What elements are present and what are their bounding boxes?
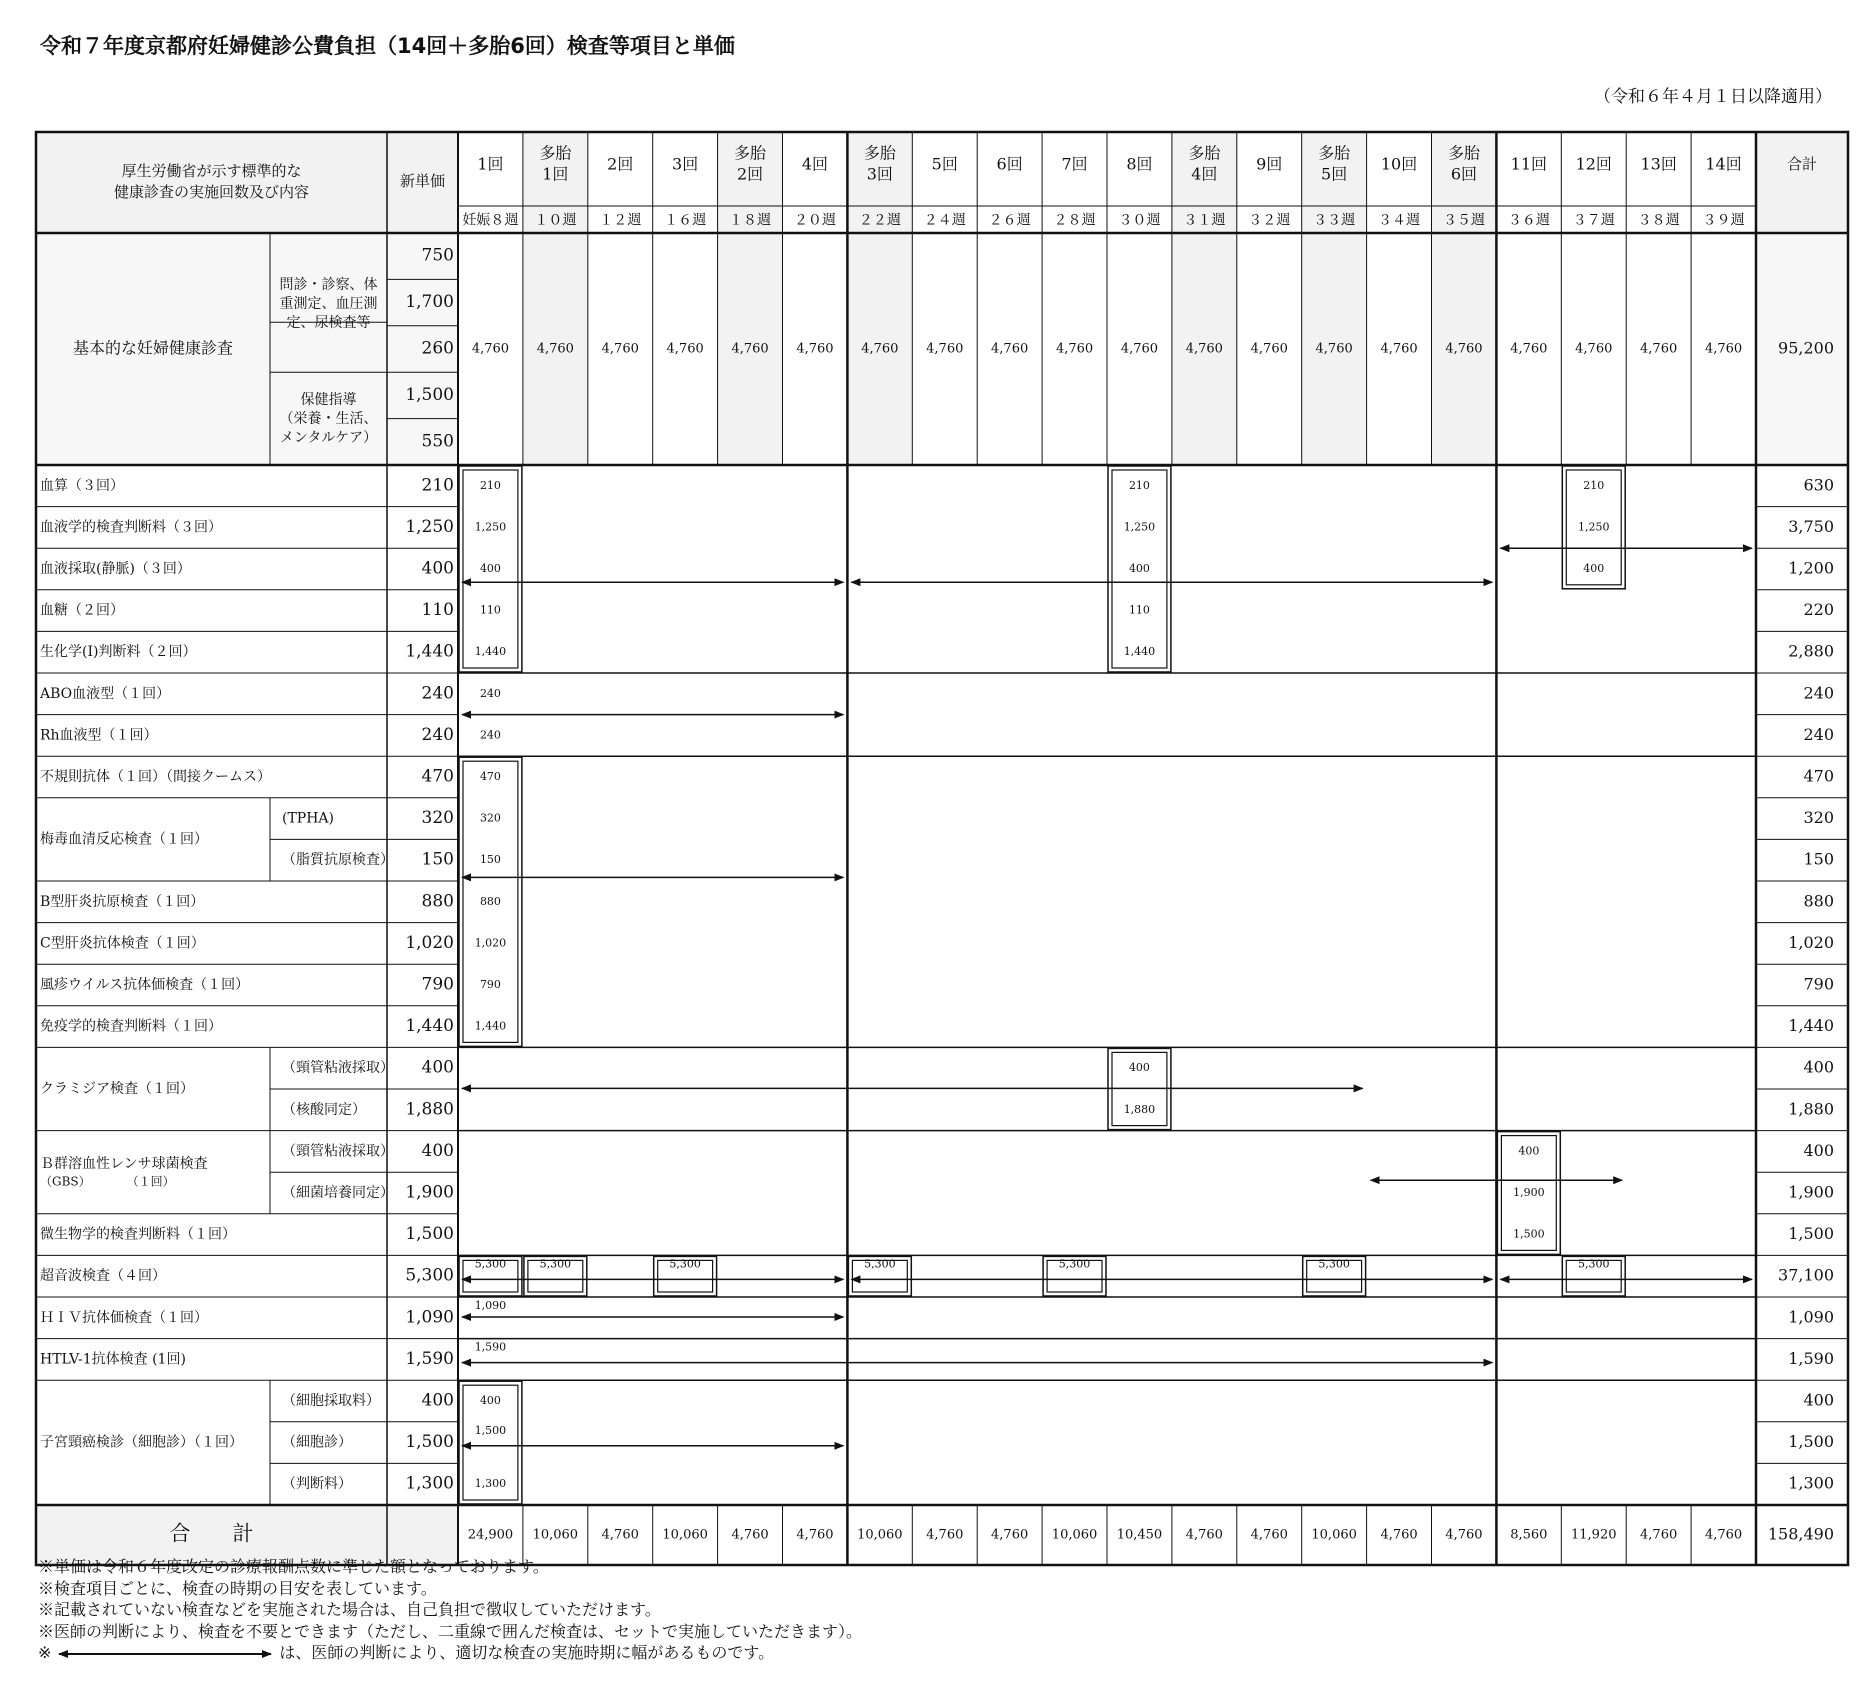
week-label: ３９週: [1702, 212, 1745, 229]
week-label: ３１週: [1183, 212, 1226, 229]
cell-value: 5,300: [1058, 1257, 1091, 1271]
visit-label: 14回: [1705, 154, 1742, 174]
cell-value: 400: [1128, 1061, 1150, 1075]
group-name: （GBS） （１回）: [40, 1174, 175, 1189]
week-label: １０週: [534, 212, 577, 229]
visit-label: 10回: [1380, 154, 1418, 174]
header-desc-line: 健康診査の実施回数及び内容: [113, 183, 310, 201]
exam-total: 1,590: [1788, 1348, 1834, 1368]
cell-value: 1,900: [1513, 1186, 1545, 1199]
week-label: ３８週: [1637, 212, 1680, 229]
exam-total: 400: [1803, 1057, 1834, 1077]
exam-price: 1,900: [405, 1182, 454, 1203]
exam-price: 240: [421, 683, 454, 704]
exam-sub-name: （細胞診）: [282, 1434, 352, 1451]
exam-price: 470: [421, 766, 454, 787]
header-shade: [1756, 132, 1848, 233]
week-label: ２８週: [1053, 212, 1096, 229]
basic-visit-value: 4,760: [1445, 341, 1483, 357]
exam-total: 400: [1803, 1390, 1834, 1410]
basic-visit-value: 4,760: [536, 341, 574, 357]
basic-visit-value: 4,760: [926, 341, 964, 357]
exam-name: 超音波検査（４回）: [40, 1268, 166, 1285]
exam-total: 880: [1803, 891, 1834, 911]
exam-price: 400: [421, 1390, 454, 1411]
basic-price: 260: [421, 338, 454, 359]
visit-label: 7回: [1061, 154, 1088, 174]
cell-value: 1,250: [1578, 520, 1610, 534]
basic-visit-value: 4,760: [1250, 341, 1288, 357]
visit-label: 5回: [931, 154, 958, 174]
visit-total: 4,760: [1185, 1527, 1223, 1543]
cell-value: 5,300: [1578, 1257, 1610, 1271]
group-name: 梅毒血清反応検査（１回）: [40, 831, 208, 848]
cell-value: 320: [479, 811, 501, 825]
cell-value: 110: [1128, 603, 1150, 617]
exam-total: 240: [1803, 683, 1834, 703]
week-label: １２週: [599, 212, 642, 229]
exam-total: 790: [1803, 974, 1834, 994]
visit-label: 5回: [1321, 164, 1348, 184]
visit-total: 4,760: [1380, 1527, 1418, 1543]
cell-value: 1,590: [474, 1340, 507, 1354]
header-total: 合計: [1786, 155, 1818, 173]
exam-total: 3,750: [1788, 516, 1834, 536]
basic-visit-value: 4,760: [1640, 341, 1678, 357]
week-label: ３７週: [1572, 212, 1615, 229]
basic-visit-value: 4,760: [731, 341, 769, 357]
legend-prefix: ※: [38, 1643, 52, 1662]
basic-price: 750: [421, 245, 454, 266]
basic-total: 95,200: [1778, 338, 1834, 358]
visit-label: 13回: [1640, 154, 1677, 174]
basic-name: 基本的な妊婦健康診査: [72, 338, 234, 358]
group-name: クラミジア検査（１回）: [40, 1081, 194, 1097]
cell-value: 470: [479, 770, 501, 783]
exam-name: Rh血液型（１回）: [40, 727, 158, 744]
double-arrow-icon: [55, 1647, 275, 1661]
exam-sub-name: （頸管粘液採取）: [282, 1060, 394, 1077]
exam-total: 1,440: [1788, 1016, 1834, 1036]
visit-label: 2回: [607, 154, 634, 174]
visit-label: 6回: [1450, 164, 1478, 184]
visit-label: 4回: [801, 154, 829, 174]
basic-visit-value: 4,760: [1380, 341, 1418, 357]
cell-value: 110: [479, 603, 501, 617]
basic-visit-value: 4,760: [471, 341, 510, 357]
basic-price: 1,500: [405, 384, 454, 405]
footnote: ※単価は令和６年度改定の診療報酬点数に準じた額となっております。: [38, 1557, 549, 1576]
cell-value: 1,500: [1513, 1227, 1545, 1241]
cell-value: 1,090: [474, 1299, 507, 1312]
exam-price: 400: [421, 558, 454, 579]
cell-value: 400: [1583, 562, 1605, 575]
exam-price: 320: [421, 808, 454, 829]
exam-price: 1,880: [405, 1099, 454, 1120]
exam-total: 1,020: [1788, 932, 1834, 952]
exam-price: 400: [421, 1140, 454, 1161]
week-label: ３５週: [1442, 212, 1485, 229]
basic-sub-text: 定、尿検査等: [286, 315, 371, 331]
visit-label: 3回: [672, 154, 699, 174]
visit-total: 4,760: [1704, 1527, 1743, 1543]
exam-price: 110: [421, 600, 454, 621]
exam-total: 1,900: [1788, 1182, 1834, 1202]
week-label: ３２週: [1248, 212, 1291, 229]
header-price: 新単価: [399, 172, 446, 190]
basic-visit-value: 4,760: [796, 341, 834, 357]
exam-price: 210: [421, 475, 454, 496]
visit-label: 9回: [1256, 154, 1283, 174]
exam-price: 1,500: [405, 1224, 454, 1245]
exam-price: 1,300: [405, 1473, 454, 1494]
exam-sub-name: （核酸同定）: [282, 1101, 366, 1118]
visit-label: 多胎: [1318, 143, 1351, 163]
exam-price: 1,500: [405, 1432, 454, 1453]
basic-visit-value: 4,760: [1510, 341, 1548, 357]
visit-label: 多胎: [863, 143, 896, 163]
visit-total: 4,760: [1445, 1527, 1483, 1543]
exam-name: ＨＩＶ抗体価検査（１回）: [40, 1309, 208, 1326]
exam-name: 血算（３回）: [40, 477, 124, 494]
exam-name: 血液採取(静脈)（３回）: [40, 561, 191, 577]
total-label: 合 計: [169, 1521, 254, 1546]
exam-price: 1,020: [405, 932, 454, 953]
exam-name: 微生物学的検査判断料（１回）: [40, 1226, 236, 1243]
cell-value: 1,250: [474, 520, 507, 534]
week-label: １８週: [729, 212, 772, 229]
exam-total: 630: [1803, 475, 1834, 495]
basic-sub-text: 重測定、血圧測: [279, 296, 378, 312]
exam-total: 1,500: [1788, 1432, 1834, 1452]
exam-price: 5,300: [405, 1265, 454, 1286]
basic-visit-value: 4,760: [1575, 341, 1613, 357]
exam-sub-name: （脂質抗原検査）: [282, 852, 394, 869]
cell-value: 1,300: [474, 1477, 507, 1491]
week-label: 妊娠８週: [462, 212, 519, 229]
cell-value: 150: [479, 853, 501, 867]
visit-label: 8回: [1126, 154, 1153, 174]
cell-value: 400: [1128, 562, 1150, 575]
exam-sub-name: (TPHA): [282, 810, 335, 827]
exam-total: 1,880: [1788, 1099, 1834, 1119]
exam-price: 1,440: [405, 641, 454, 662]
exam-price: 1,440: [405, 1016, 454, 1037]
basic-sub-text: メンタルケア）: [279, 430, 378, 446]
visit-total: 10,060: [662, 1527, 708, 1543]
footnote-legend: [38, 1642, 862, 1664]
week-label: ３０週: [1118, 212, 1161, 229]
exam-name: 免疫学的検査判断料（１回）: [40, 1018, 222, 1035]
exam-sub-name: （細胞採取料）: [282, 1393, 380, 1409]
visit-total: 10,060: [532, 1527, 579, 1543]
visit-total: 4,760: [601, 1527, 639, 1543]
exam-name: 風疹ウイルス抗体価検査（１回）: [40, 977, 250, 993]
exam-total: 1,090: [1788, 1307, 1834, 1327]
basic-visit-value: 4,760: [1315, 341, 1353, 357]
visit-label: 3回: [866, 164, 893, 184]
exam-total: 1,200: [1788, 558, 1834, 578]
cell-value: 1,020: [474, 936, 507, 950]
week-label: ３４週: [1378, 212, 1421, 229]
cell-value: 400: [479, 562, 501, 575]
group-name: 子宮頸癌検診（細胞診）（１回）: [40, 1434, 243, 1451]
basic-sub-text: 問診・診察、体: [279, 277, 378, 293]
exam-name: 血糖（２回）: [40, 602, 124, 619]
week-label: ３６週: [1507, 212, 1550, 229]
visit-total: 4,760: [991, 1527, 1029, 1543]
visit-label: 12回: [1575, 154, 1612, 174]
visit-total: 24,900: [467, 1527, 514, 1543]
visit-total: 4,760: [926, 1527, 964, 1543]
exam-name: 血液学的検査判断料（３回）: [40, 519, 222, 536]
exam-total: 240: [1803, 724, 1834, 744]
cell-value: 210: [1583, 478, 1605, 492]
visit-label: 多胎: [539, 143, 572, 163]
exam-name: B型肝炎抗原検査（１回）: [40, 893, 205, 910]
footnote: ※医師の判断により、検査を不要とできます（ただし、二重線で囲んだ検査は、セットで実施していただきます）。: [38, 1621, 863, 1641]
exam-price: 790: [421, 974, 454, 995]
exam-price: 880: [421, 891, 454, 912]
week-label: ２２週: [858, 212, 901, 229]
cell-value: 400: [479, 1394, 501, 1407]
basic-visit-value: 4,760: [1120, 341, 1159, 357]
cell-value: 1,440: [474, 1019, 507, 1033]
exam-total: 150: [1803, 849, 1834, 869]
exam-total: 1,500: [1788, 1224, 1834, 1244]
visit-total: 4,760: [731, 1527, 769, 1543]
legend-text: は、医師の判断により、適切な検査の実施時期に幅があるものです。: [279, 1643, 775, 1662]
visit-total: 10,060: [1051, 1527, 1098, 1543]
cell-value: 400: [1518, 1144, 1540, 1158]
exam-sub-name: （頸管粘液採取）: [282, 1143, 394, 1160]
week-label: ３３週: [1313, 212, 1356, 229]
basic-visit-value: 4,760: [1704, 341, 1743, 357]
exam-sub-name: （細菌培養同定）: [282, 1185, 394, 1201]
visit-label: 多胎: [1447, 143, 1480, 163]
exam-price: 240: [421, 724, 454, 745]
exam-total: 1,300: [1788, 1473, 1834, 1493]
visit-label: 4回: [1191, 164, 1218, 184]
page-title: 令和７年度京都府妊婦健診公費負担（14回＋多胎6回）検査等項目と単価: [40, 34, 735, 58]
exam-price: 150: [421, 849, 454, 870]
exam-name: 生化学(Ⅰ)判断料（２回）: [40, 644, 197, 661]
footnotes: [38, 1556, 862, 1664]
basic-visit-value: 4,760: [1055, 341, 1094, 357]
exam-total: 2,880: [1788, 641, 1834, 661]
cell-value: 240: [479, 728, 501, 742]
grand-total: 158,490: [1767, 1524, 1834, 1544]
cell-value: 5,300: [669, 1257, 701, 1271]
cell-value: 1,440: [1123, 645, 1156, 659]
cell-value: 1,500: [474, 1423, 507, 1437]
effective-date: （令和６年４月１日以降適用）: [1594, 87, 1832, 107]
visit-label: 多胎: [1188, 143, 1221, 163]
cell-value: 5,300: [474, 1257, 507, 1271]
visit-total: 10,450: [1116, 1527, 1163, 1543]
exam-total: 400: [1803, 1140, 1834, 1160]
basic-price: 550: [421, 431, 454, 452]
basic-price: 1,700: [405, 292, 454, 313]
visit-label: 多胎: [734, 143, 767, 163]
visit-label: 11回: [1510, 154, 1548, 174]
visit-label: 1回: [477, 154, 504, 174]
cell-value: 1,250: [1123, 520, 1156, 534]
basic-visit-value: 4,760: [601, 341, 639, 357]
exam-name: C型肝炎抗体検査（１回）: [40, 935, 205, 952]
exam-total: 320: [1803, 808, 1834, 828]
footnote: ※記載されていない検査などを実施された場合は、自己負担で徴収していただけます。: [38, 1600, 661, 1619]
visit-total: 4,760: [796, 1527, 834, 1543]
exam-sub-name: （判断料）: [282, 1476, 352, 1493]
cell-value: 5,300: [864, 1257, 896, 1271]
cell-value: 5,300: [1318, 1257, 1350, 1271]
cell-value: 1,880: [1123, 1102, 1156, 1116]
basic-visit-value: 4,760: [1185, 341, 1223, 357]
cell-value: 880: [479, 894, 501, 908]
exam-total: 220: [1803, 600, 1834, 620]
week-label: １６週: [664, 212, 707, 229]
visit-total: 10,060: [857, 1527, 903, 1543]
footnote: ※検査項目ごとに、検査の時期の目安を表しています。: [38, 1578, 437, 1598]
exam-price: 1,250: [405, 516, 454, 537]
cell-value: 5,300: [539, 1257, 572, 1271]
exam-price: 1,090: [405, 1307, 454, 1328]
visit-label: 1回: [542, 164, 569, 184]
week-label: ２６週: [988, 212, 1031, 229]
exam-name: ABO血液型（１回）: [40, 685, 171, 702]
cell-value: 240: [479, 686, 501, 700]
cell-value: 1,440: [474, 645, 507, 659]
cell-value: 210: [1128, 478, 1150, 492]
week-label: ２４週: [923, 212, 966, 229]
group-name: Ｂ群溶血性レンサ球菌検査: [40, 1156, 208, 1173]
visit-label: 2回: [736, 164, 764, 184]
basic-visit-value: 4,760: [991, 341, 1029, 357]
exam-name: 不規則抗体（１回）（間接クームス）: [40, 769, 271, 785]
exam-price: 1,590: [405, 1348, 454, 1369]
visit-label: 6回: [996, 154, 1023, 174]
visit-total: 4,760: [1250, 1527, 1288, 1543]
visit-total: 4,760: [1640, 1527, 1678, 1543]
basic-visit-value: 4,760: [666, 341, 704, 357]
basic-visit-value: 4,760: [861, 341, 899, 357]
basic-sub-text: 保健指導: [300, 392, 357, 408]
visit-total: 8,560: [1510, 1527, 1548, 1543]
visit-total: 11,920: [1571, 1527, 1617, 1543]
cell-value: 790: [479, 978, 501, 991]
exam-name: HTLV-1抗体検査 (1回): [40, 1351, 186, 1368]
visit-total: 10,060: [1311, 1527, 1357, 1543]
cell-value: 210: [479, 478, 501, 492]
exam-total: 470: [1803, 766, 1834, 786]
exam-price: 400: [421, 1057, 454, 1078]
exam-total: 37,100: [1778, 1265, 1834, 1285]
basic-sub-text: （栄養・生活、: [279, 411, 378, 427]
week-label: ２０週: [793, 212, 836, 229]
header-desc-line: 厚生労働省が示す標準的な: [121, 162, 302, 180]
